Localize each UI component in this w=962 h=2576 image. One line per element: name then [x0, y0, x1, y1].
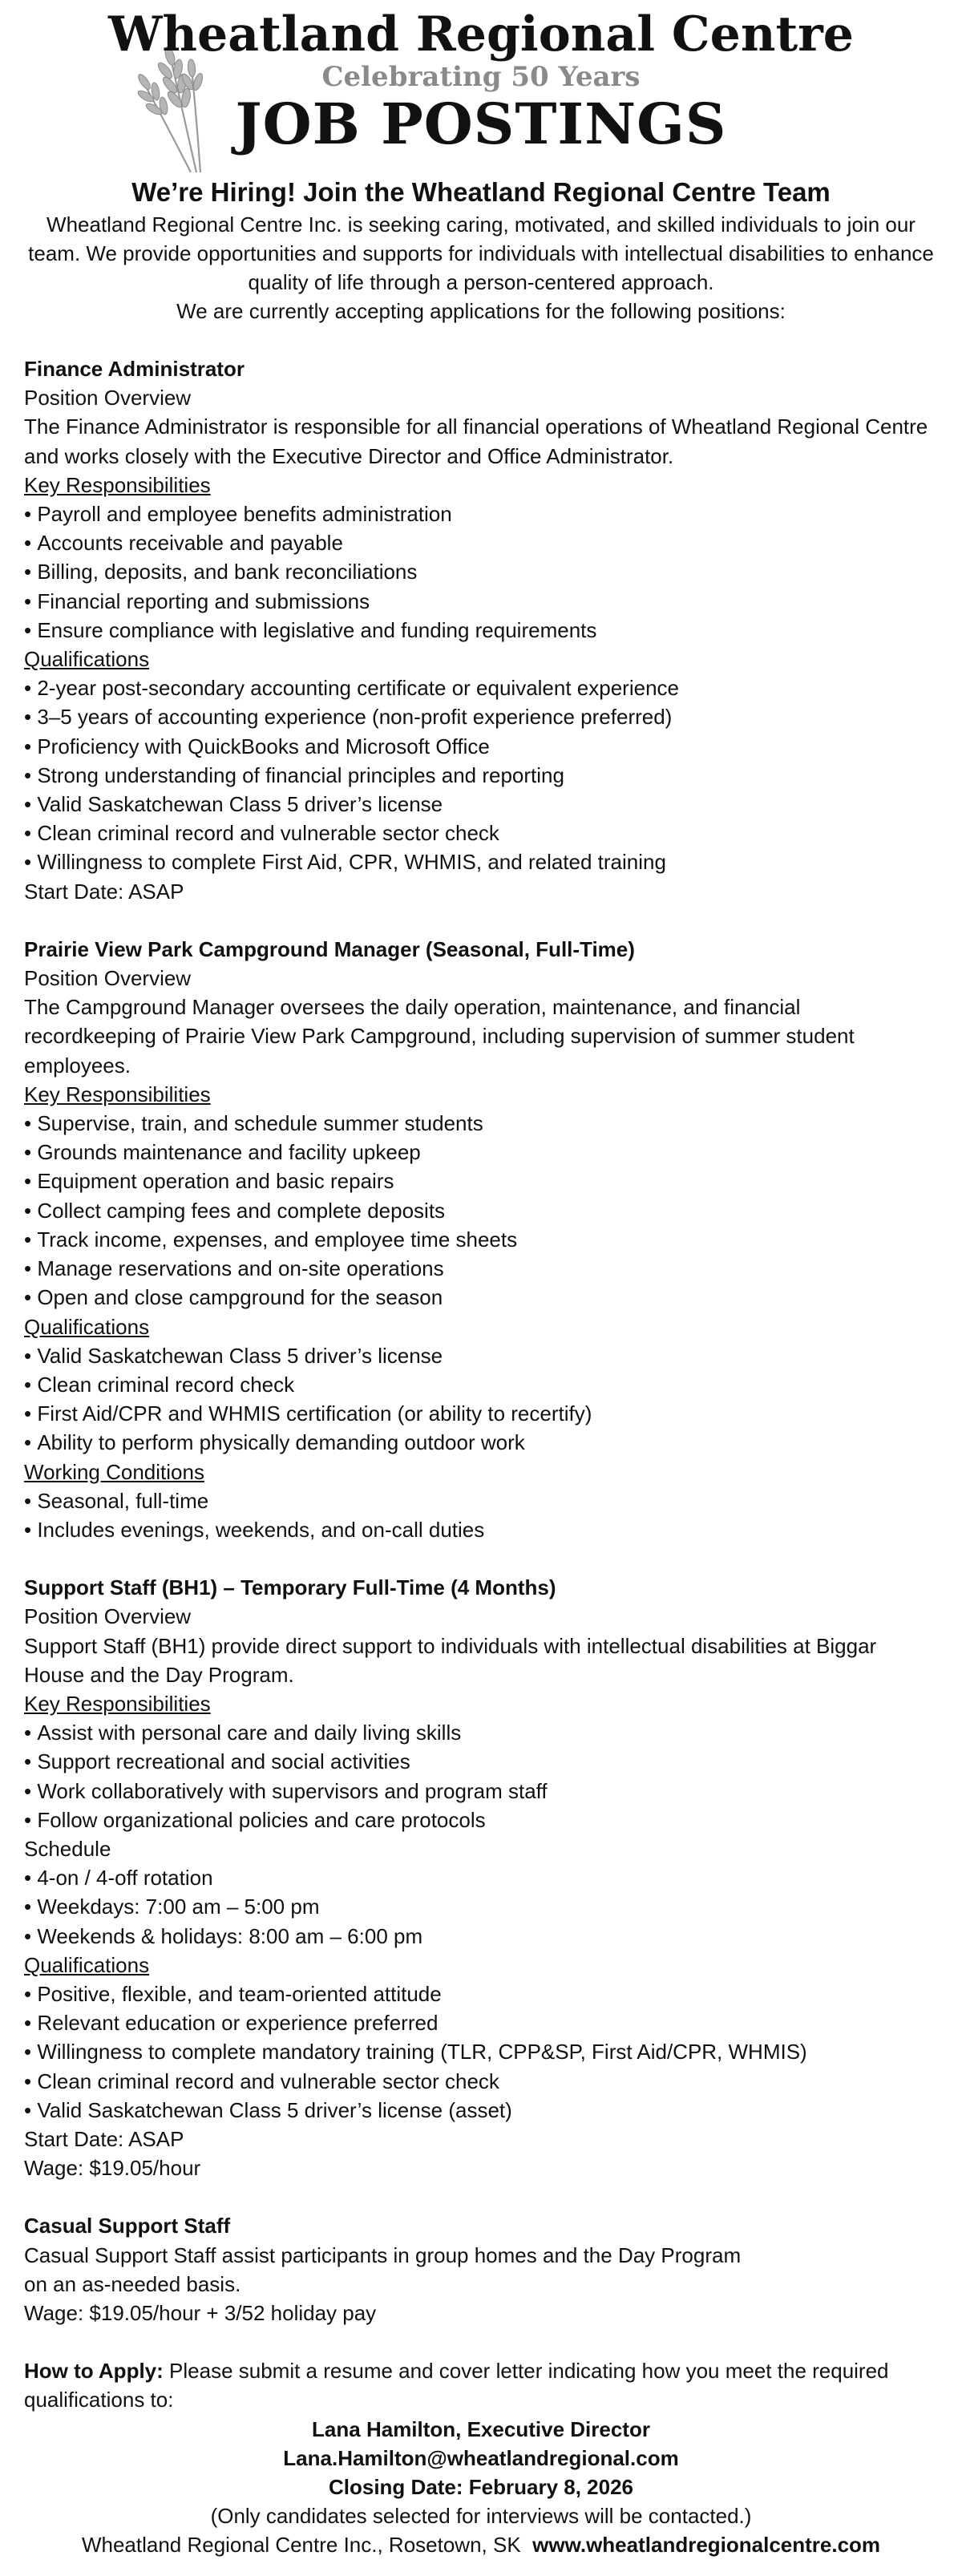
- section-label: Qualifications: [24, 1314, 150, 1339]
- job-title: Finance Administrator: [24, 357, 245, 381]
- overview-label: Position Overview: [24, 966, 192, 991]
- list-item: • Supervise, train, and schedule summer students: [24, 1109, 938, 1138]
- list-item: • Ability to perform physically demanding outdoor work: [24, 1428, 938, 1457]
- list-item: • Equipment operation and basic repairs: [24, 1167, 938, 1195]
- apply-label: How to Apply:: [24, 2359, 164, 2384]
- list-item: • Accounts receivable and payable: [24, 528, 938, 557]
- qualifications-list: [24, 1341, 938, 1458]
- list-item: • Clean criminal record check: [24, 1370, 938, 1399]
- contact-email[interactable]: Lana.Hamilton@wheatlandregional.com: [283, 2445, 679, 2470]
- list-item: • Willingness to complete mandatory training (TLR, CPP&SP, First Aid/CPR, WHMIS): [24, 2037, 938, 2066]
- responsibilities-list: [24, 1109, 938, 1312]
- section-label: Qualifications: [24, 647, 150, 672]
- overview-label: Position Overview: [24, 1604, 192, 1629]
- section-label: Qualifications: [24, 1952, 150, 1977]
- list-item: • Ensure compliance with legislative and funding requirements: [24, 616, 938, 645]
- working-conditions-list: [24, 1486, 938, 1544]
- section-label: Schedule: [24, 1836, 111, 1861]
- contact-name: Lana Hamilton, Executive Director: [312, 2416, 650, 2441]
- list-item: • First Aid/CPR and WHMIS certification (or ability to recertify): [24, 1399, 938, 1428]
- overview-label: Position Overview: [24, 386, 192, 410]
- list-item: • Weekdays: 7:00 am – 5:00 pm: [24, 1892, 938, 1921]
- list-item: • Willingness to complete First Aid, CPR, WHMIS, and related training: [24, 847, 938, 876]
- responsibilities-list: [24, 499, 938, 645]
- casual-line: on an as-needed basis.: [24, 2271, 241, 2296]
- job-title: Prairie View Park Campground Manager (Seasonal, Full-Time): [24, 936, 635, 961]
- list-item: • Grounds maintenance and facility upkeep: [24, 1138, 938, 1167]
- list-item: • Financial reporting and submissions: [24, 587, 938, 616]
- closing-date: Closing Date: February 8, 2026: [328, 2475, 634, 2500]
- job-finance-administrator: [24, 354, 938, 906]
- job-list: [0, 354, 962, 2560]
- job-title: Support Staff (BH1) – Temporary Full-Time (4 Months): [24, 1575, 556, 1600]
- list-item: • Proficiency with QuickBooks and Microsoft Office: [24, 732, 938, 761]
- list-item: • Clean criminal record and vulnerable sector check: [24, 2067, 938, 2096]
- list-item: • Collect camping fees and complete deposits: [24, 1196, 938, 1225]
- org-name: Wheatland Regional Centre: [108, 6, 854, 63]
- list-item: • Follow organizational policies and care protocols: [24, 1806, 938, 1834]
- list-item: • Payroll and employee benefits administration: [24, 499, 938, 528]
- list-item: • Weekends & holidays: 8:00 am – 6:00 pm: [24, 1922, 938, 1951]
- job-campground-manager: [24, 935, 938, 1544]
- intro-paragraph: Wheatland Regional Centre Inc. is seeking caring, motivated, and skilled individuals to join our team. We provide opportunities and supports for individuals with intellectual disabilities to enhance quality of life through a person-centered approach.: [28, 212, 934, 294]
- casual-line: Casual Support Staff assist participants in group homes and the Day Program: [24, 2242, 742, 2267]
- list-item: • Positive, flexible, and team-oriented attitude: [24, 1980, 938, 2008]
- interview-note: (Only candidates selected for interviews will be contacted.): [210, 2504, 752, 2529]
- list-item: • 3–5 years of accounting experience (non-profit experience preferred): [24, 702, 938, 731]
- list-item: • Assist with personal care and daily living skills: [24, 1718, 938, 1747]
- schedule-list: [24, 1863, 938, 1951]
- section-label: Key Responsibilities: [24, 472, 211, 497]
- list-item: • Strong understanding of financial principles and reporting: [24, 761, 938, 790]
- job-title: Casual Support Staff: [24, 2214, 231, 2238]
- tagline: Celebrating 50 Years: [321, 61, 641, 93]
- wage: Wage: $19.05/hour + 3/52 holiday pay: [24, 2301, 377, 2325]
- start-date: Start Date: ASAP: [24, 2126, 184, 2151]
- list-item: • Valid Saskatchewan Class 5 driver’s license: [24, 1341, 938, 1370]
- list-item: • Billing, deposits, and bank reconciliations: [24, 557, 938, 586]
- hiring-headline: We’re Hiring! Join the Wheatland Regional Centre Team: [131, 177, 831, 207]
- responsibilities-list: [24, 1718, 938, 1834]
- apply-text: Please submit a resume and cover letter indicating how you meet the required qualifications to:: [24, 2359, 889, 2412]
- list-item: • Track income, expenses, and employee time sheets: [24, 1225, 938, 1254]
- footer-line: [24, 2530, 938, 2559]
- qualifications-list: [24, 673, 938, 876]
- overview-text: The Campground Manager oversees the daily operation, maintenance, and financial recordkeeping of Prairie View Park Campground, including supervision of summer student employees.: [24, 995, 855, 1078]
- list-item: • Manage reservations and on-site operations: [24, 1254, 938, 1283]
- footer-org: Wheatland Regional Centre Inc., Rosetown, SK: [81, 2533, 521, 2558]
- overview-text: The Finance Administrator is responsible for all financial operations of Wheatland Regional Centre and works closely with the Executive Director and Office Administrator.: [24, 415, 928, 468]
- list-item: • Seasonal, full-time: [24, 1486, 938, 1515]
- list-item: • Relevant education or experience preferred: [24, 2008, 938, 2037]
- apply-instructions: [24, 2356, 938, 2414]
- list-item: • Valid Saskatchewan Class 5 driver’s license: [24, 790, 938, 819]
- start-date: Start Date: ASAP: [24, 879, 184, 904]
- intro-positions-line: We are currently accepting applications for the following positions:: [176, 299, 786, 323]
- list-item: • 2-year post-secondary accounting certificate or equivalent experience: [24, 673, 938, 702]
- page-title: JOB POSTINGS: [235, 91, 727, 157]
- list-item: • Support recreational and social activities: [24, 1747, 938, 1776]
- list-item: • Clean criminal record and vulnerable sector check: [24, 819, 938, 847]
- qualifications-list: [24, 1980, 938, 2125]
- section-label: Working Conditions: [24, 1459, 204, 1484]
- header: [0, 0, 962, 176]
- list-item: • Includes evenings, weekends, and on-call duties: [24, 1515, 938, 1544]
- wage: Wage: $19.05/hour: [24, 2156, 201, 2181]
- job-support-staff-bh1: [24, 1573, 938, 2182]
- job-casual-support-staff: [24, 2211, 938, 2327]
- section-label: Key Responsibilities: [24, 1082, 211, 1106]
- list-item: • Valid Saskatchewan Class 5 driver’s license (asset): [24, 2096, 938, 2125]
- section-label: Key Responsibilities: [24, 1691, 211, 1716]
- how-to-apply: [24, 2356, 938, 2559]
- list-item: • Open and close campground for the season: [24, 1283, 938, 1312]
- list-item: • Work collaboratively with supervisors and program staff: [24, 1777, 938, 1806]
- website-link[interactable]: www.wheatlandregionalcentre.com: [532, 2533, 881, 2558]
- list-item: • 4-on / 4-off rotation: [24, 1863, 938, 1892]
- overview-text: Support Staff (BH1) provide direct support to individuals with intellectual disabilities at Biggar House and the Day Program.: [24, 1633, 877, 1687]
